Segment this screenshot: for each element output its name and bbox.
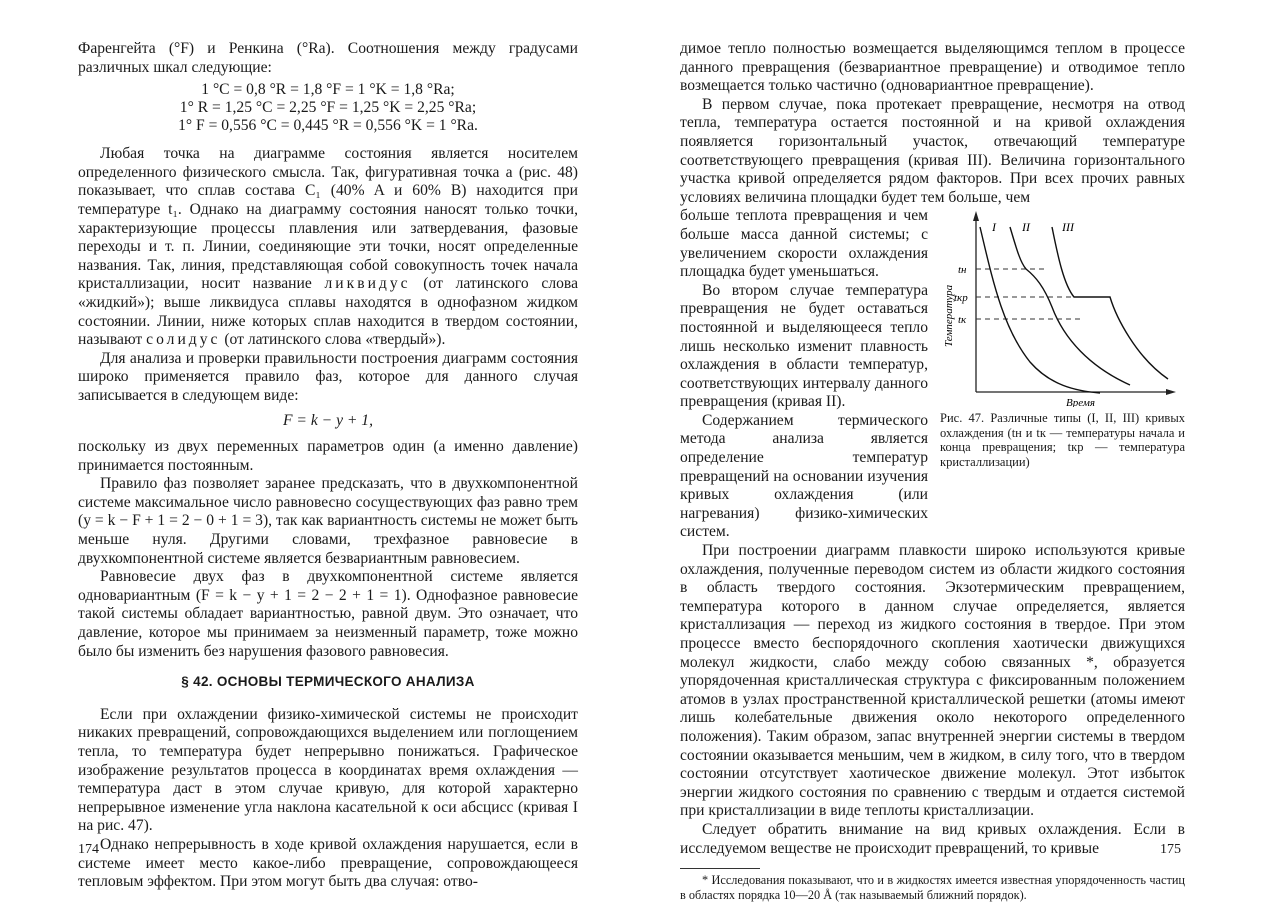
- formula: 1 °C = 0,8 °R = 1,8 °F = 1 °K = 1,8 °Ra;: [201, 81, 455, 99]
- paragraph: поскольку из двух переменных параметров один (а именно давление) принимается постоянным.: [78, 438, 578, 474]
- t-label: tкр: [954, 292, 968, 305]
- curve-II: [1010, 227, 1130, 385]
- right-page: [680, 40, 1185, 903]
- y-axis-arrow: [973, 211, 979, 221]
- paragraph-text: (от латинского слова «жидкий»); выше ликвидуса сплавы находятся в однофазном жидком состоянии. Линии, ниже которых сплав находится в твердом состоянии, называют: [78, 275, 579, 349]
- term-liquidus: ликвидус: [324, 275, 411, 293]
- page-number: 174: [78, 842, 99, 857]
- figure-47: [940, 207, 1185, 542]
- wrapped-text: [680, 207, 928, 542]
- paragraph-text: (от латинского слова «твердый»).: [224, 331, 446, 349]
- left-page: [78, 40, 578, 892]
- cooling-curves-diagram: [940, 207, 1185, 407]
- paragraph: Следует обратить внимание на вид кривых охлаждения. Если в исследуемом веществе не происходит превращений, то кривые: [680, 820, 1185, 857]
- curve-III: [1052, 227, 1168, 379]
- t-label: tк: [958, 314, 967, 327]
- paragraph: Правило фаз позволяет заранее предсказать, что в двухкомпонентной системе максимальное число равновесно сосуществующих фаз равно трем (y = k − F + 1 = 2 − 0 + 1 = 3), так как вариантность системы не может быть меньше нуля. Другими словами, трехфазное равновесие в двухкомпонентной системе является безвариантным равновесием.: [78, 475, 578, 567]
- paragraph-text: Любая точка на диаграмме состояния является носителем определенного физического смысла. Так, фигуративная точка a (рис. 48) показывает, что сплав состава C₁ (40% A и 60% B) находится при температуре t₁. Однако на диаграмму состояния наносят только точки, характеризующие процессы плавления или затвердевания, фазовые переходы и т. п. Линии, соединяющие эти точки, носят определенные названия. Так, линия, представляющая собой совокупность точек начала кристаллизации, носит название: [78, 145, 578, 293]
- curve-I: [980, 227, 1100, 393]
- curve-label: II: [1022, 220, 1030, 235]
- paragraph: Для анализа и проверки правильности построения диаграмм состояния широко применяется правило фаз, которое для данного случая записывается в следующем виде:: [78, 349, 578, 404]
- paragraph: Фаренгейта (°F) и Ренкина (°Ra). Соотношения между градусами различных шкал следующие:: [78, 40, 578, 76]
- paragraph: Если при охлаждении физико-химической системы не происходит никаких превращений, сопровождающихся выделением или поглощением тепла, то температура будет непрерывно понижаться. Графическое изображение результатов процесса в координатах время охлаждения — температура даст в этом случае кривую, для которой характерно непрерывное изменение угла наклона касательной к оси абсцисс (кривая I на рис. 47).: [78, 705, 578, 835]
- paragraph: Однако непрерывность в ходе кривой охлаждения нарушается, если в системе имеет место какое-либо превращение, сопровождающееся тепловым эффектом. При этом могут быть два случая: отво-: [78, 835, 578, 891]
- paragraph: димое тепло полностью возмещается выделяющимся теплом в процессе данного превращения (безвариантное превращение) и отводимое тепло возмещается только частично (одновариантное превращение).: [680, 40, 1185, 95]
- t-label: tн: [958, 264, 967, 277]
- y-axis-label: Температура: [943, 285, 955, 348]
- paragraph: [78, 145, 578, 350]
- conversion-formulas: [78, 81, 578, 135]
- section-heading: § 42. ОСНОВЫ ТЕРМИЧЕСКОГО АНАЛИЗА: [181, 674, 475, 690]
- phase-rule-equation: F = k − y + 1,: [282, 411, 374, 429]
- paragraph: больше теплота превращения и чем больше масса данной системы; с увеличением скорости охлаждения площадка будет уменьшаться.: [680, 207, 928, 281]
- page-number: 175: [1160, 842, 1181, 857]
- curve-label: I: [992, 220, 996, 235]
- footnote-divider: [680, 868, 760, 869]
- figure-caption: Рис. 47. Различные типы (I, II, III) кривых охлаждения (tн и tк — температуры начала и конца превращения; tкр — температура кристаллизации): [940, 411, 1185, 469]
- footnote: * Исследования показывают, что и в жидкостях имеется известная упорядоченность частиц в областях порядка 10—20 Å (так называемый ближний порядок).: [680, 873, 1185, 903]
- x-axis-arrow: [1166, 389, 1176, 395]
- paragraph: Во втором случае температура превращения не будет оставаться постоянной и выделяющееся тепло лишь несколько изменит плавность охлаждения в области температур, соответствующих интервалу данного превращения (кривая II).: [680, 281, 928, 411]
- paragraph: Содержанием термического метода анализа является определение температур превращений на основании изучения кривых охлаждения (или нагревания) физико-химических систем.: [680, 411, 928, 541]
- paragraph: В первом случае, пока протекает превращение, несмотря на отвод тепла, температура остается постоянной и на кривой охлаждения появляется горизонтальный участок, отвечающий температуре соответствующего превращения (кривая III). Величина горизонтального участка кривой определяется рядом факторов. При всех прочих равных условиях величина площадки будет тем больше, чем: [680, 95, 1185, 206]
- figure-wrap-block: [680, 207, 1185, 542]
- curve-label: III: [1062, 220, 1074, 235]
- x-axis-label: Время: [1066, 397, 1095, 408]
- formula: 1° F = 0,556 °C = 0,445 °R = 0,556 °K = 1 °Ra.: [178, 117, 478, 135]
- paragraph: При построении диаграмм плавкости широко используются кривые охлаждения, полученные переводом систем из области жидкого состояния в область твердого состояния. Экзотермическим превращением, температура которого в данном случае определяется, является кристаллизация — переход из жидкого состояния в твердое. При этом процессе вместо беспорядочного скопления хаотически движущихся молекул жидкости, слабо между собою связанных *, образуется упорядоченная кристаллическая структура с фиксированным положением атомов в узлах пространственной кристаллической решетки (атомы имеют лишь колебательные движения около некоторого определенного положения). Таким образом, запас внутренней энергии системы в твердом состоянии оказывается меньшим, чем в жидком, в силу того, что в твердом состоянии отсутствует хаотическое движение молекул. Этот избыток энергии жидкого состояния по сравнению с твердым и отдается системой при кристаллизации в виде теплоты кристаллизации.: [680, 542, 1185, 820]
- paragraph: Равновесие двух фаз в двухкомпонентной системе является одновариантным (F = k − y + 1 = 2 − 2 + 1 = 1). Однофазное равновесие такой системы обладает вариантностью, равной двум. Это означает, что давление, которое мы принимаем за неизменный параметр, тоже можно было бы изменить без нарушения фазового равновесия.: [78, 568, 578, 660]
- term-solidus: солидус: [146, 331, 221, 349]
- formula: 1° R = 1,25 °C = 2,25 °F = 1,25 °K = 2,25 °Ra;: [179, 99, 477, 117]
